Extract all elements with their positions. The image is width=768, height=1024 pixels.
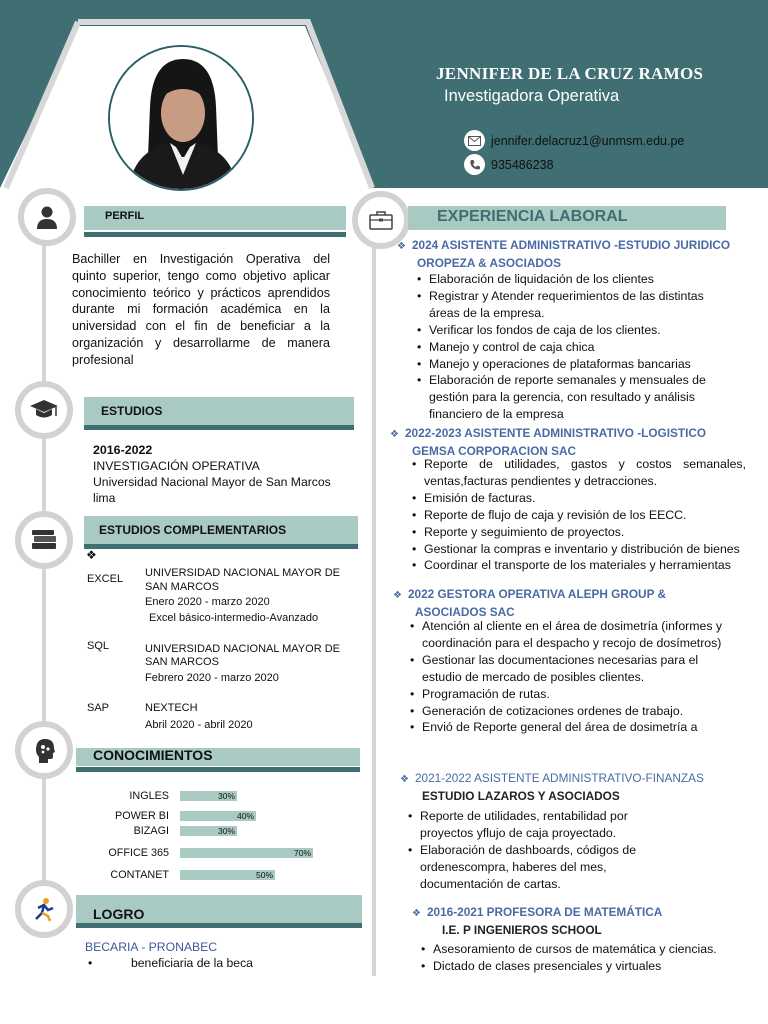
course-excel-line2: SAN MARCOS bbox=[145, 581, 219, 593]
perfil-title: PERFIL bbox=[105, 210, 145, 222]
diamond-bullet: ❖ bbox=[412, 908, 421, 919]
course-tag-sql: SQL bbox=[87, 640, 110, 652]
logro-circle bbox=[15, 880, 73, 938]
skill-percent: 30% bbox=[218, 826, 236, 836]
logro-subtitle: BECARIA - PRONABEC bbox=[85, 940, 218, 954]
job-1-item: • Registrar y Atender requerimientos de las distintas áreas de la empresa. bbox=[417, 288, 723, 322]
job-2-item: • Emisión de facturas. bbox=[412, 490, 746, 507]
phone-text[interactable]: 935486238 bbox=[491, 157, 554, 172]
job-5-title: ❖ 2016-2021 PROFESORA DE MATEMÁTICA I.E. P INGENIEROS SCHOOL bbox=[412, 905, 663, 937]
diamond-bullet: ❖ bbox=[390, 429, 399, 440]
job-3-list bbox=[410, 618, 740, 736]
logro-header-line bbox=[76, 923, 362, 928]
estudios-career: INVESTIGACIÓN OPERATIVA bbox=[93, 459, 260, 473]
job-2-item: • Reporte de flujo de caja y revisión de los EECC. bbox=[412, 507, 746, 524]
perfil-header-line bbox=[84, 232, 346, 237]
complementarios-circle bbox=[15, 511, 73, 569]
experiencia-title: EXPERIENCIA LABORAL bbox=[437, 208, 628, 225]
email-text[interactable]: jennifer.delacruz1@unmsm.edu.pe bbox=[491, 133, 685, 148]
job-1-item: • Verificar los fondos de caja de los clientes. bbox=[417, 322, 723, 339]
skill-label: BIZAGI bbox=[133, 825, 169, 837]
mail-icon bbox=[464, 130, 485, 151]
course-excel-line1: UNIVERSIDAD NACIONAL MAYOR DE bbox=[145, 567, 340, 579]
diamond-bullet: ❖ bbox=[393, 590, 402, 601]
briefcase-icon bbox=[368, 209, 394, 231]
course-excel-dates: Enero 2020 - marzo 2020 bbox=[145, 596, 270, 608]
perfil-circle bbox=[18, 188, 76, 246]
job-1-list bbox=[417, 271, 723, 423]
conocimientos-title: CONOCIMIENTOS bbox=[93, 747, 213, 763]
candidate-role: Investigadora Operativa bbox=[444, 87, 620, 105]
right-timeline-line bbox=[372, 236, 376, 976]
conocimientos-header-line bbox=[76, 767, 360, 772]
complementarios-bullet: ❖ bbox=[86, 548, 97, 562]
skill-label: POWER BI bbox=[115, 810, 169, 822]
estudios-title: ESTUDIOS bbox=[101, 404, 163, 418]
skill-label: INGLES bbox=[129, 790, 169, 802]
brain-head-icon bbox=[30, 736, 58, 764]
job-2-title: ❖ 2022-2023 ASISTENTE ADMINISTRATIVO -LOGISTICO GEMSA CORPORACION SAC bbox=[390, 426, 707, 458]
complementarios-title: ESTUDIOS COMPLEMENTARIOS bbox=[99, 523, 287, 537]
conocimientos-circle bbox=[15, 721, 73, 779]
job-3-item: • Generación de cotizaciones ordenes de trabajo. bbox=[410, 703, 740, 720]
job-3-title: ❖ 2022 GESTORA OPERATIVA ALEPH GROUP & ASOCIADOS SAC bbox=[393, 587, 667, 619]
job-3-item: • Atención al cliente en el área de dosimetría (informes y coordinación para el despacho y recojo de dosímetros) bbox=[410, 618, 740, 652]
estudios-university: Universidad Nacional Mayor de San Marcos bbox=[93, 475, 331, 489]
job-3-item: • Gestionar las documentaciones necesarias para el estudio de mercado de posibles clientes. bbox=[410, 652, 740, 686]
job-2-item: • Reporte y seguimiento de proyectos. bbox=[412, 524, 746, 541]
job-1-item: • Elaboración de reporte semanales y mensuales de gestión para la gerencia, con resultado y análisis financiero de la empresa bbox=[417, 372, 723, 423]
job-2-item: • Reporte de utilidades, gastos y costos semanales, ventas,facturas pendientes y detracciones. bbox=[412, 456, 746, 490]
estudios-years: 2016-2022 bbox=[93, 443, 153, 457]
complementarios-header-line bbox=[84, 544, 358, 549]
estudios-circle bbox=[15, 381, 73, 439]
course-sap-line1: NEXTECH bbox=[145, 702, 198, 714]
email-row bbox=[464, 130, 684, 151]
graduation-cap-icon bbox=[28, 398, 60, 422]
candidate-name: JENNIFER DE LA CRUZ RAMOS bbox=[436, 64, 704, 83]
job-3-item: • Programación de rutas. bbox=[410, 686, 740, 703]
course-sql-line2: SAN MARCOS bbox=[145, 656, 219, 668]
phone-icon bbox=[464, 154, 485, 175]
course-tag-sap: SAP bbox=[87, 702, 110, 714]
job-1-title: ❖ 2024 ASISTENTE ADMINISTRATIVO -ESTUDIO JURIDICO OROPEZA & ASOCIADOS bbox=[397, 238, 731, 270]
job-3-item: • Envió de Reporte general del área de dosimetría a bbox=[410, 719, 740, 736]
books-icon bbox=[29, 528, 59, 552]
skill-percent: 70% bbox=[294, 848, 312, 858]
profile-photo bbox=[108, 45, 254, 191]
diamond-bullet: ❖ bbox=[397, 241, 406, 252]
user-icon bbox=[34, 204, 60, 230]
estudios-city: lima bbox=[93, 491, 116, 505]
skill-percent: 50% bbox=[256, 870, 274, 880]
logro-bullet: • bbox=[88, 956, 93, 970]
course-excel-level: Excel básico-intermedio-Avanzado bbox=[149, 612, 319, 624]
course-sql-line1: UNIVERSIDAD NACIONAL MAYOR DE bbox=[145, 643, 340, 655]
job-1-item: • Elaboración de liquidación de los clientes bbox=[417, 271, 723, 288]
job-1-item: • Manejo y operaciones de plataformas bancarias bbox=[417, 356, 723, 373]
job-2-item: • Gestionar la compras e inventario y distribución de bienes bbox=[412, 541, 746, 558]
phone-row bbox=[464, 154, 554, 175]
skill-percent: 40% bbox=[237, 811, 255, 821]
job-5-list bbox=[421, 941, 751, 975]
job-5-item: • Dictado de clases presenciales y virtuales bbox=[421, 958, 751, 975]
logro-title: LOGRO bbox=[93, 906, 145, 922]
skill-label: OFFICE 365 bbox=[108, 847, 169, 859]
achievement-icon bbox=[31, 896, 57, 922]
job-2-list bbox=[412, 456, 746, 574]
skill-label: CONTANET bbox=[110, 869, 169, 881]
perfil-text: Bachiller en Investigación Operativa del quinto superior, tengo como objetivo aplicar conocimiento teórico y prácticos aprendidos durante mi formación académica en la universidad con el fin de beneficiar a la organización y desarrollarme de manera profesional bbox=[72, 252, 330, 367]
job-2-item: • Coordinar el transporte de los materiales y herramientas bbox=[412, 557, 746, 574]
skill-percent: 30% bbox=[218, 791, 236, 801]
job-4-item: • Elaboración de dashboards, códigos de ordenescompra, haberes del mes, documentación de cartas. bbox=[408, 842, 660, 893]
job-4-item: • Reporte de utilidades, rentabilidad por proyectos yflujo de caja proyectado. bbox=[408, 808, 660, 842]
job-1-item: • Manejo y control de caja chica bbox=[417, 339, 723, 356]
course-sql-dates: Febrero 2020 - marzo 2020 bbox=[145, 672, 279, 684]
job-4-title: ❖ 2021-2022 ASISTENTE ADMINISTRATIVO-FINANZAS ESTUDIO LAZAROS Y ASOCIADOS bbox=[400, 771, 704, 803]
diamond-bullet: ❖ bbox=[400, 774, 409, 785]
job-4-list bbox=[408, 808, 660, 893]
job-5-item: • Asesoramiento de cursos de matemática y ciencias. bbox=[421, 941, 751, 958]
estudios-header-line bbox=[84, 425, 354, 430]
course-tag-excel: EXCEL bbox=[87, 573, 124, 585]
logro-item: beneficiaria de la beca bbox=[131, 956, 253, 970]
course-sap-dates: Abril 2020 - abril 2020 bbox=[145, 719, 253, 731]
